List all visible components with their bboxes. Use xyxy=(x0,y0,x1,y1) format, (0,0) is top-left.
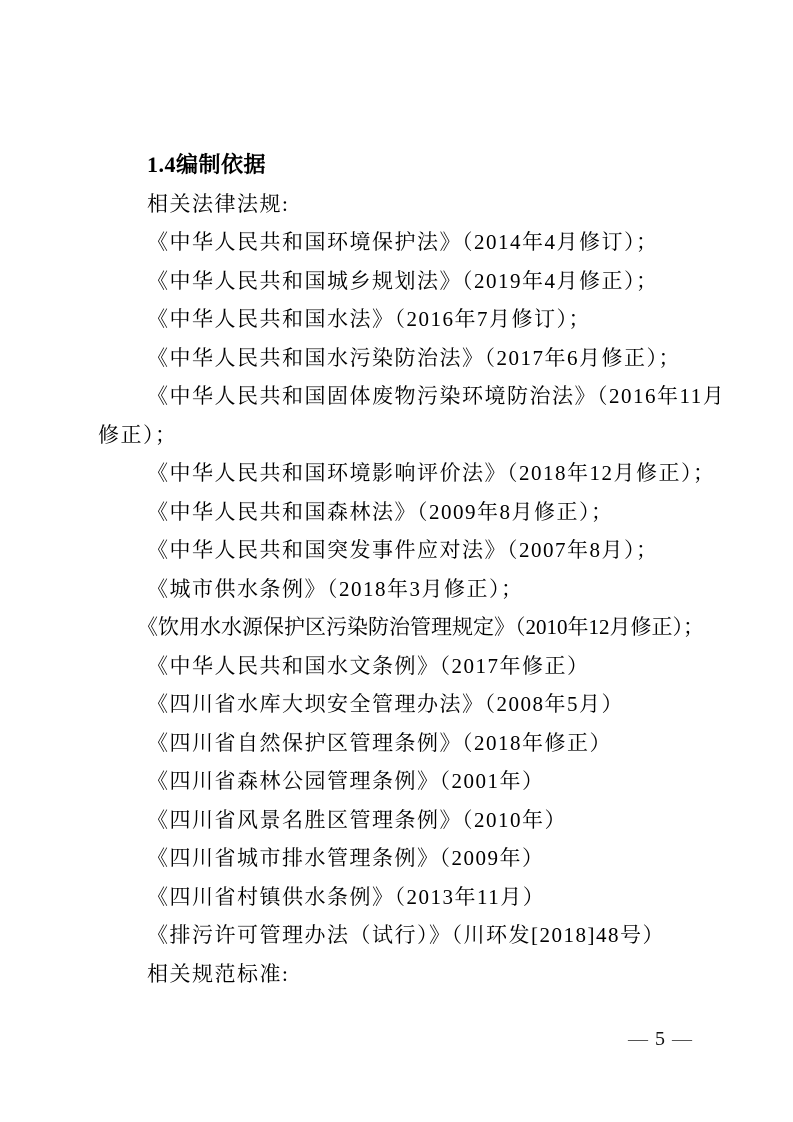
subsection-label-standards: 相关规范标准: xyxy=(147,961,290,986)
law-line: 《四川省水库大坝安全管理办法》（2008年5月） xyxy=(147,692,624,716)
law-line: 《中华人民共和国突发事件应对法》（2007年8月）； xyxy=(147,538,659,562)
page-content xyxy=(98,146,726,993)
law-line: 《中华人民共和国水文条例》（2017年修正） xyxy=(147,653,590,678)
law-line: 《城市供水条例》（2018年3月修正）； xyxy=(147,576,524,601)
law-line: 《中华人民共和国环境保护法》（2014年4月修订）； xyxy=(147,230,659,254)
footer-dash-right: — xyxy=(672,1028,692,1050)
law-line: 《中华人民共和国森林法》（2009年8月修正）； xyxy=(147,499,614,524)
law-line: 《四川省风景名胜区管理条例》（2010年） xyxy=(147,807,567,832)
footer-dash-left: — xyxy=(628,1028,648,1050)
page-number: 5 xyxy=(655,1028,665,1050)
law-line: 《中华人民共和国城乡规划法》（2019年4月修正）； xyxy=(147,268,659,293)
law-line: 《中华人民共和国环境影响评价法》（2018年12月修正）； xyxy=(147,461,716,485)
law-line-continuation: 修正）； xyxy=(98,422,178,447)
section-heading: 1.4编制依据 xyxy=(147,152,267,177)
subsection-label-laws: 相关法律法规: xyxy=(147,191,290,216)
law-line: 《四川省自然保护区管理条例》（2018年修正） xyxy=(147,730,612,755)
law-line: 《中华人民共和国固体废物污染环境防治法》（2016年11月 xyxy=(147,384,726,408)
law-line: 《四川省城市排水管理条例》（2009年） xyxy=(147,846,545,870)
law-line: 《四川省村镇供水条例》（2013年11月） xyxy=(147,884,546,909)
law-line: 《四川省森林公园管理条例》（2001年） xyxy=(147,769,545,793)
law-line: 《排污许可管理办法（试行）》（川环发[2018]48号） xyxy=(147,923,665,947)
law-line: 《中华人民共和国水法》（2016年7月修订）； xyxy=(147,307,591,331)
law-line: 《中华人民共和国水污染防治法》（2017年6月修正）； xyxy=(147,345,681,370)
page-footer xyxy=(621,1026,699,1052)
law-line: 《饮用水水源保护区污染防治管理规定》（2010年12月修正）； xyxy=(137,615,704,639)
